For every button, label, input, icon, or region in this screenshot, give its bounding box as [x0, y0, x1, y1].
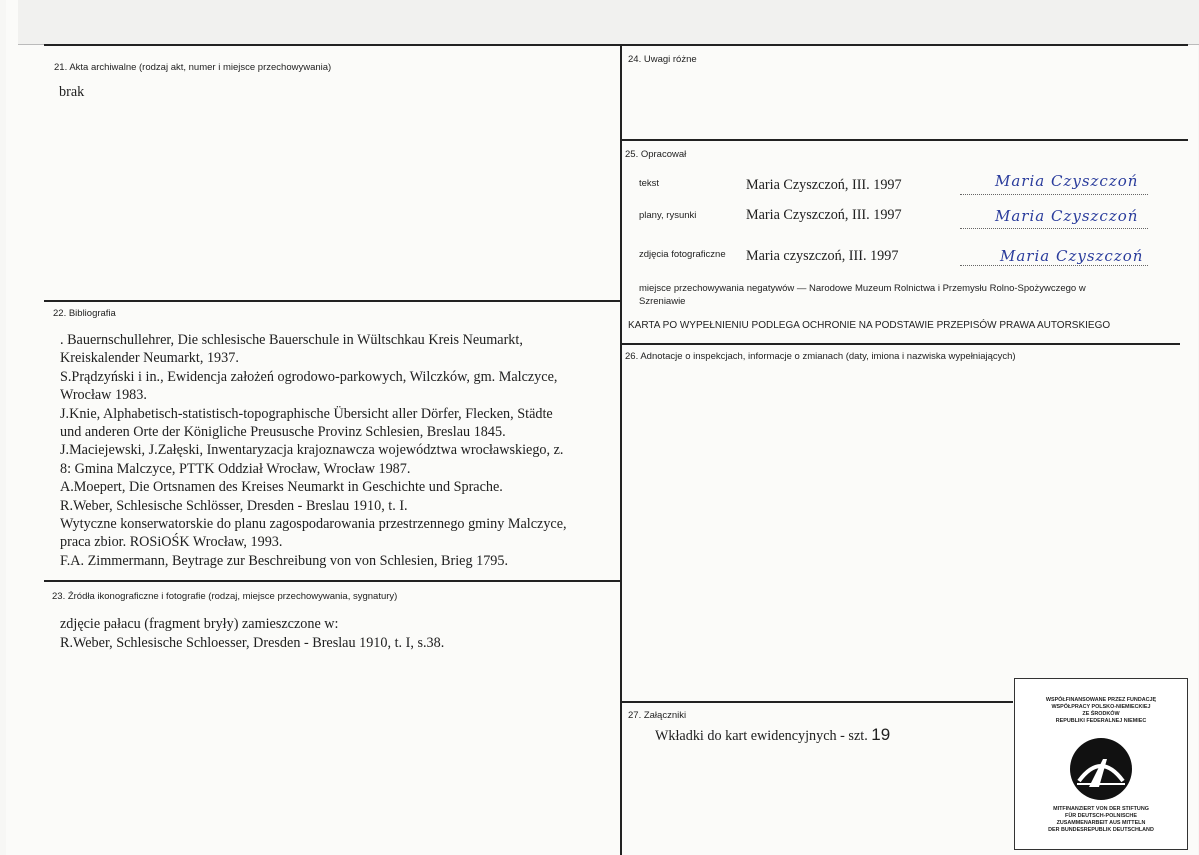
- divider-22-23: [44, 580, 621, 582]
- bibliography-line: Wytyczne konserwatorskie do planu zagospodarowania przestrzennego gminy Malczyce,: [60, 516, 567, 533]
- stamp-text: ZE ŚRODKÓW: [1082, 711, 1120, 717]
- s23-line: R.Weber, Schlesische Schloesser, Dresden - Breslau 1910, t. I, s.38.: [60, 635, 445, 651]
- foundation-stamp: [1014, 678, 1188, 850]
- negatives-storage-line2: Szreniawie: [639, 296, 686, 307]
- s25-row-value: Maria Czyszczoń, III. 1997: [746, 177, 902, 193]
- divider-24-25: [621, 139, 1188, 141]
- stamp-text: MITFINANZIERT VON DER STIFTUNG: [1053, 806, 1149, 812]
- s23-line: zdjęcie pałacu (fragment bryły) zamieszczone w:: [60, 616, 339, 632]
- signature: Maria Czyszczoń: [1000, 247, 1144, 265]
- top-page-strip: [18, 0, 1199, 45]
- stamp-text: FÜR DEUTSCH-POLNISCHE: [1065, 813, 1137, 819]
- top-border: [44, 44, 1188, 46]
- signature-line: [960, 228, 1148, 229]
- divider-26-27: [621, 701, 1013, 703]
- bibliography-line: R.Weber, Schlesische Schlösser, Dresden - Breslau 1910, t. I.: [60, 497, 408, 514]
- stamp-text: ZUSAMMENARBEIT AUS MITTELN: [1056, 820, 1146, 826]
- divider-25-26: [621, 343, 1180, 345]
- s24-label: 24. Uwagi różne: [628, 54, 697, 65]
- bridge-logo-icon: [1069, 737, 1133, 801]
- s25-row-label: plany, rysunki: [639, 210, 697, 221]
- stamp-text: DER BUNDESREPUBLIK DEUTSCHLAND: [1048, 827, 1154, 833]
- bibliography-line: und anderen Orte der Königliche Preususche Provinz Schlesien, Breslau 1845.: [60, 424, 506, 441]
- s26-label: 26. Adnotacje o inspekcjach, informacje o zmianach (daty, imiona i nazwiska wypełniających): [625, 351, 1016, 362]
- bibliography-line: 8: Gmina Malczyce, PTTK Oddział Wrocław, Wrocław 1987.: [60, 460, 411, 477]
- bibliography-line: Kreiskalender Neumarkt, 1937.: [60, 350, 239, 367]
- s21-value: brak: [59, 84, 85, 100]
- stamp-text: WSPÓŁFINANSOWANE PRZEZ FUNDACJĘ: [1045, 697, 1157, 703]
- s27-text: Wkładki do kart ewidencyjnych - szt.: [655, 728, 868, 744]
- signature-line: [960, 194, 1148, 195]
- s23-label: 23. Źródła ikonograficzne i fotografie (rodzaj, miejsce przechowywania, sygnatury): [52, 591, 398, 602]
- s27-count: 19: [871, 725, 891, 744]
- stamp-text: REPUBLIKI FEDERALNEJ NIEMIEC: [1055, 718, 1147, 724]
- stamp-text: WSPÓŁPRACY POLSKO-NIEMIECKIEJ: [1051, 704, 1151, 710]
- s27-label: 27. Załączniki: [628, 710, 687, 721]
- s21-label: 21. Akta archiwalne (rodzaj akt, numer i miejsce przechowywania): [54, 62, 332, 73]
- bibliography-line: F.A. Zimmermann, Beytrage zur Beschreibung von von Schlesien, Brieg 1795.: [60, 552, 509, 569]
- bibliography-list: [60, 331, 567, 570]
- negatives-storage-line1: miejsce przechowywania negatywów — Narodowe Muzeum Rolnictwa i Przemysłu Rolno-Spożywczego w: [639, 283, 1086, 294]
- signature-line: [960, 265, 1148, 266]
- s25-row-value: Maria czyszczoń, III. 1997: [746, 248, 899, 264]
- bibliography-line: Wrocław 1983.: [60, 387, 147, 404]
- s27-value: [655, 726, 890, 745]
- column-divider: [620, 44, 622, 855]
- s22-label: 22. Bibliografia: [53, 308, 116, 319]
- s25-label: 25. Opracował: [625, 149, 687, 160]
- bibliography-line: J.Knie, Alphabetisch-statistisch-topographische Übersicht aller Dörfer, Flecken, Städte: [60, 405, 553, 422]
- s25-row-label: tekst: [639, 178, 660, 189]
- copyright-notice: KARTA PO WYPEŁNIENIU PODLEGA OCHRONIE NA PODSTAWIE PRZEPISÓW PRAWA AUTORSKIEGO: [628, 320, 1111, 331]
- signature: Maria Czyszczoń: [995, 172, 1139, 190]
- bibliography-line: praca zbior. ROSiOŚK Wrocław, 1993.: [60, 534, 283, 551]
- s25-row-value: Maria Czyszczoń, III. 1997: [746, 207, 902, 223]
- bibliography-line: A.Moepert, Die Ortsnamen des Kreises Neumarkt in Geschichte und Sprache.: [60, 479, 503, 496]
- divider-21-22: [44, 300, 621, 302]
- bibliography-line: J.Maciejewski, J.Załęski, Inwentaryzacja krajoznawcza województwa wrocławskiego, z.: [60, 442, 564, 459]
- signature: Maria Czyszczoń: [995, 207, 1139, 225]
- bibliography-line: S.Prądzyński i in., Ewidencja założeń ogrodowo-parkowych, Wilczków, gm. Malczyce,: [60, 368, 558, 385]
- bibliography-line: . Bauernschullehrer, Die schlesische Bauerschule in Wültschkau Kreis Neumarkt,: [60, 332, 523, 348]
- s25-row-label: zdjęcia fotograficzne: [639, 249, 726, 260]
